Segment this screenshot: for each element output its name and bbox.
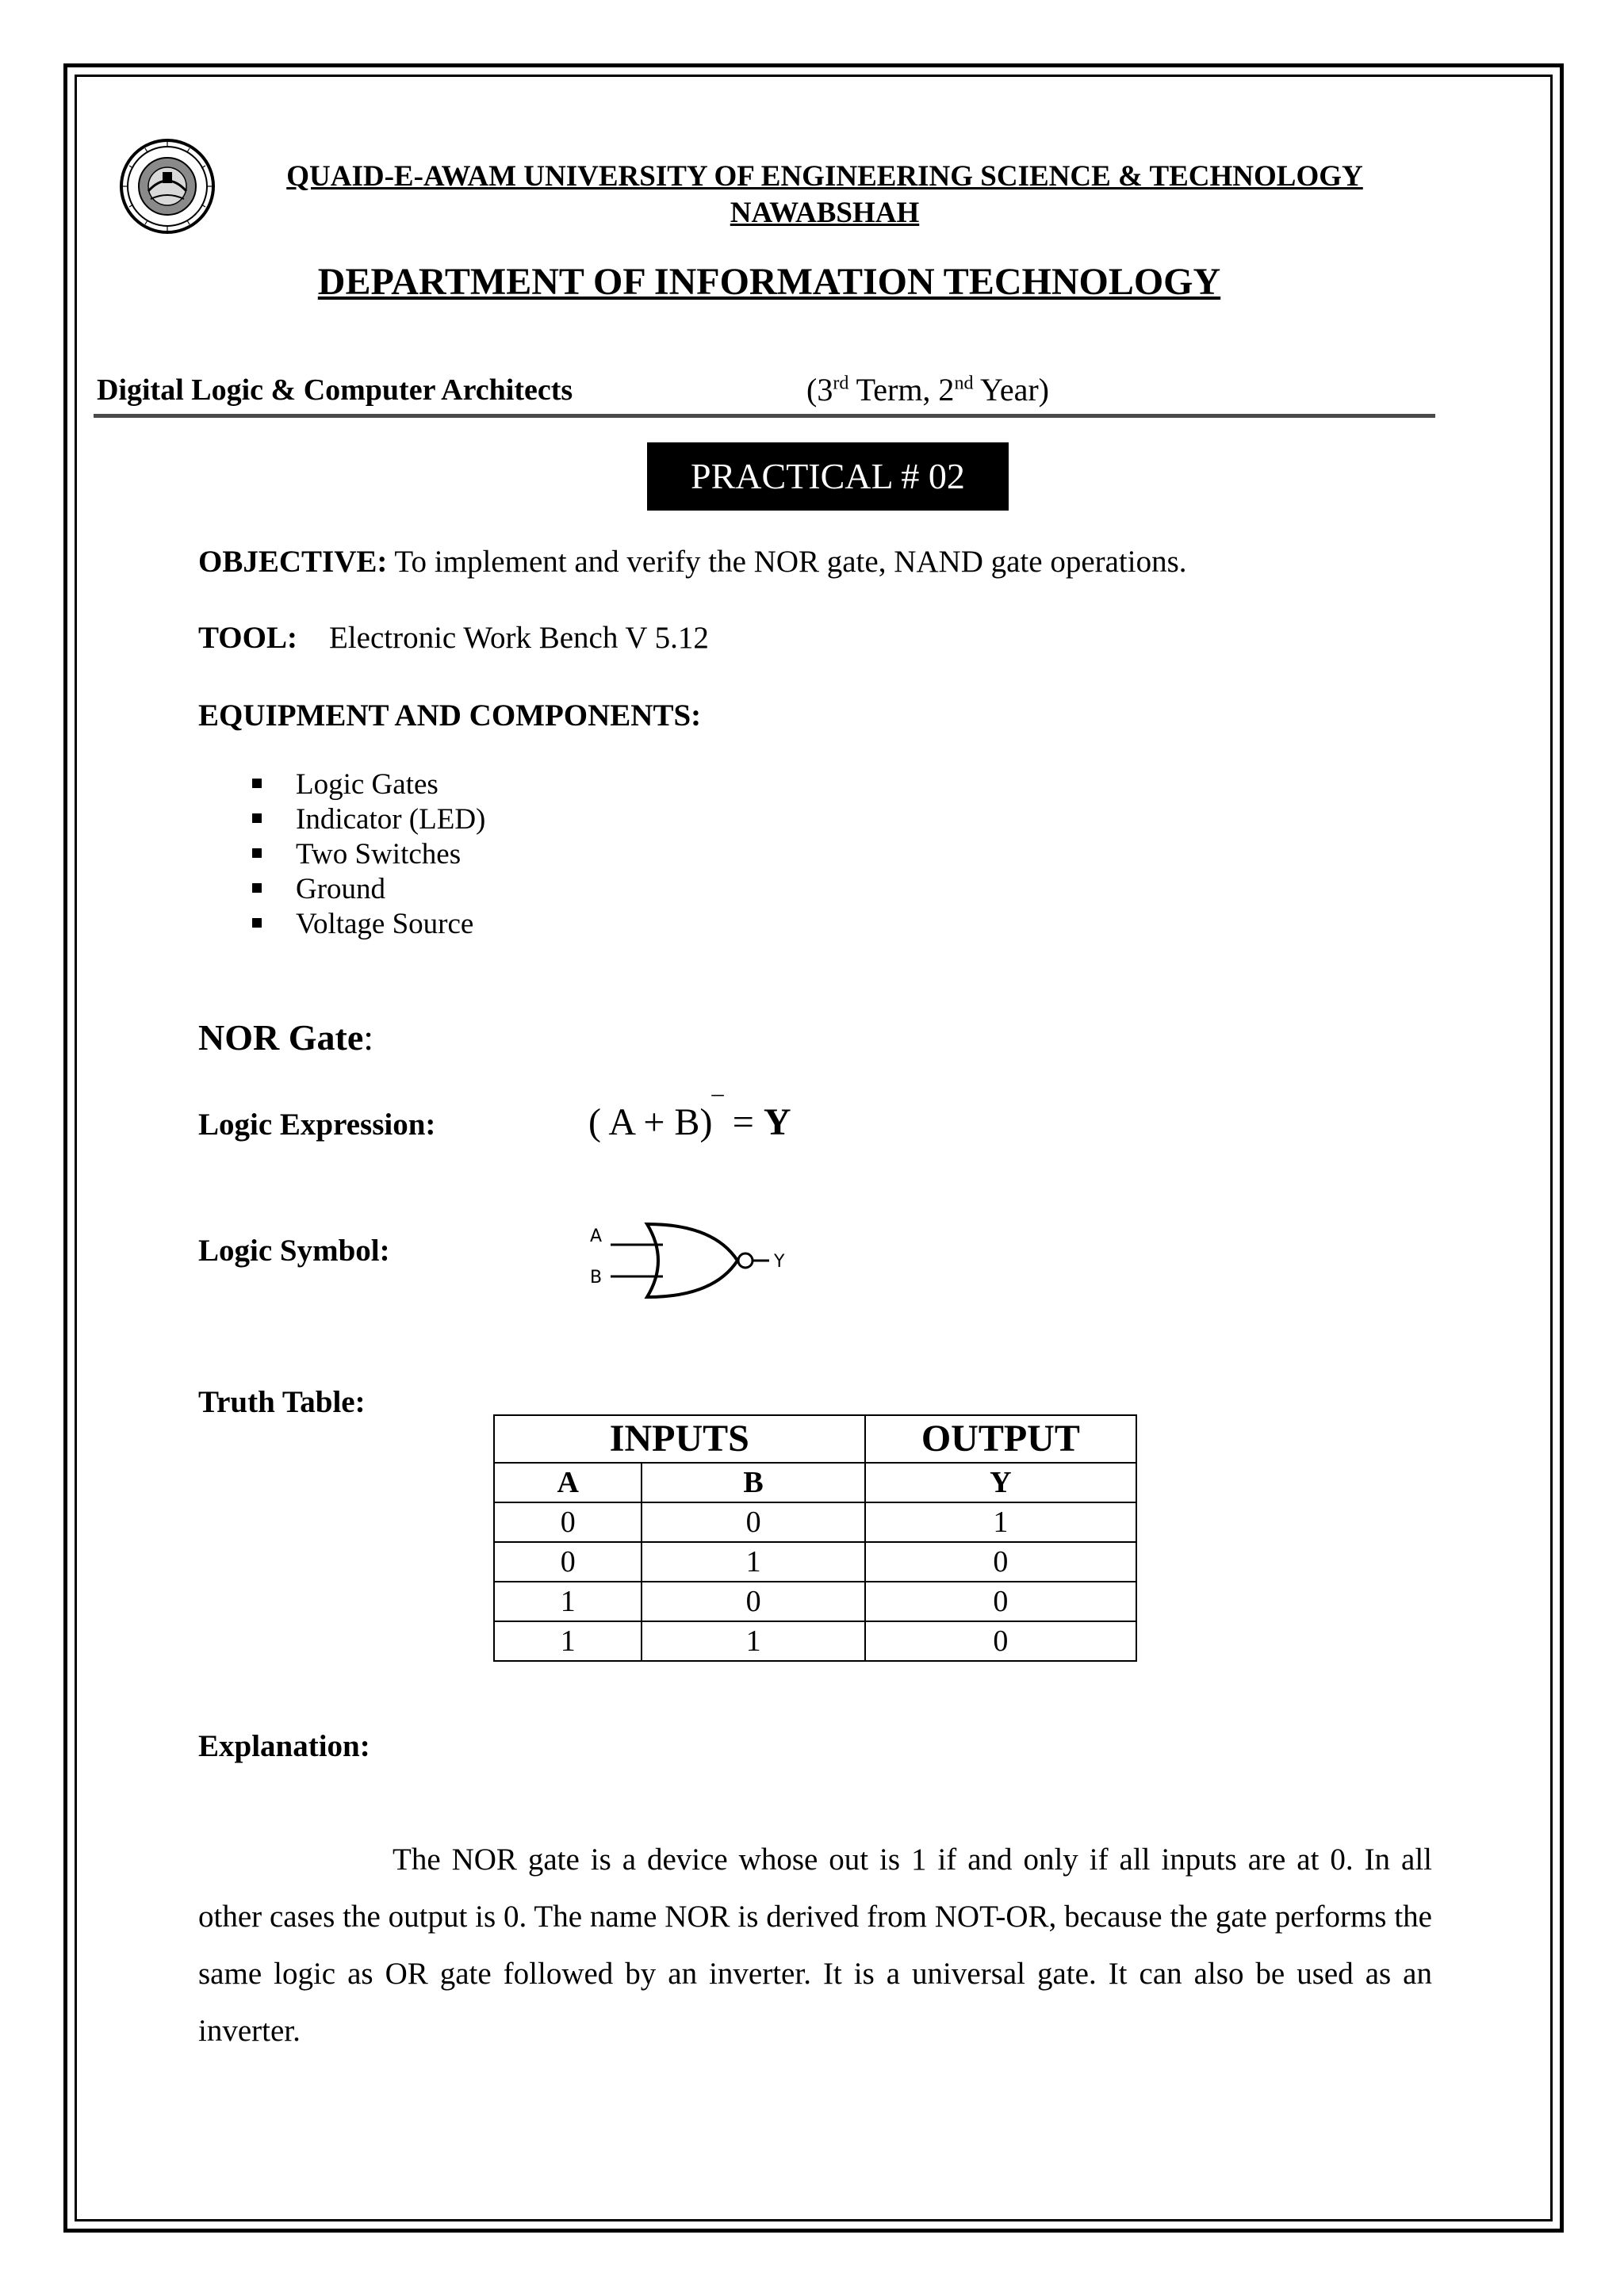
equipment-list <box>252 767 485 942</box>
list-item: Voltage Source <box>252 907 485 942</box>
table-row <box>494 1582 1136 1621</box>
table-cell: 1 <box>642 1621 864 1661</box>
table-row <box>494 1502 1136 1542</box>
logic-symbol-label: Logic Symbol: <box>198 1234 390 1268</box>
table-cell: 0 <box>865 1582 1136 1621</box>
logic-expression-label: Logic Expression: <box>198 1108 436 1142</box>
list-item: Indicator (LED) <box>252 802 485 837</box>
table-cell: 0 <box>642 1582 864 1621</box>
inputs-header: INPUTS <box>494 1415 865 1463</box>
table-cell: 1 <box>494 1582 642 1621</box>
objective-label: OBJECTIVE: <box>198 545 388 579</box>
gate-input-b-label: B <box>590 1268 603 1288</box>
university-seal-logo <box>119 123 216 250</box>
tool-text: Electronic Work Bench V 5.12 <box>328 621 709 655</box>
university-city: NAWABSHAH <box>730 197 920 229</box>
table-cell: 0 <box>494 1502 642 1542</box>
explanation-text: The NOR gate is a device whose out is 1 if and only if all inputs are at 0. In all other cases the output is 0. The name NOR is derived from NOT-OR, because the gate performs the same logic as OR gate followed by an inverter. It is a universal gate. It can also be used as an inverter. <box>198 1843 1432 2048</box>
practical-number-box: PRACTICAL # 02 <box>647 442 1009 511</box>
table-cell: 0 <box>865 1621 1136 1661</box>
objective-line <box>198 544 1187 580</box>
explanation-label: Explanation: <box>198 1729 370 1763</box>
university-name: QUAID-E-AWAM UNIVERSITY OF ENGINEERING SCIENCE & TECHNOLOGY <box>286 160 1363 193</box>
nor-gate-heading: NOR Gate: <box>198 1017 374 1058</box>
objective-text: To implement and verify the NOR gate, NAND gate operations. <box>387 545 1187 579</box>
column-header-y: Y <box>865 1463 1136 1502</box>
column-header-b: B <box>642 1463 864 1502</box>
course-name: Digital Logic & Computer Architects <box>97 373 573 407</box>
logic-expression: ( A + B)‾ = Y <box>588 1092 791 1143</box>
table-header-group-row <box>494 1415 1136 1463</box>
header-divider <box>94 414 1435 418</box>
gate-input-a-label: A <box>590 1226 603 1246</box>
list-item: Two Switches <box>252 837 485 872</box>
university-title <box>230 159 1419 232</box>
truth-table-label: Truth Table: <box>198 1385 366 1419</box>
table-row <box>494 1542 1136 1582</box>
tool-line <box>198 620 709 656</box>
table-cell: 1 <box>642 1542 864 1582</box>
output-header: OUTPUT <box>865 1415 1136 1463</box>
column-header-a: A <box>494 1463 642 1502</box>
term-year: (3rd Term, 2nd Year) <box>806 372 1049 408</box>
nor-gate-symbol-icon <box>587 1213 801 1300</box>
equipment-heading: EQUIPMENT AND COMPONENTS: <box>198 698 702 733</box>
table-cell: 0 <box>494 1542 642 1582</box>
truth-table <box>493 1414 1137 1662</box>
list-item: Ground <box>252 872 485 907</box>
table-cell: 1 <box>865 1502 1136 1542</box>
gate-output-y-label: Y <box>774 1252 785 1272</box>
table-row <box>494 1621 1136 1661</box>
table-header-row <box>494 1463 1136 1502</box>
table-cell: 0 <box>865 1542 1136 1582</box>
tool-label: TOOL: <box>198 621 297 655</box>
list-item: Logic Gates <box>252 767 485 802</box>
table-cell: 1 <box>494 1621 642 1661</box>
table-cell: 0 <box>642 1502 864 1542</box>
department-title: DEPARTMENT OF INFORMATION TECHNOLOGY <box>317 261 1221 303</box>
